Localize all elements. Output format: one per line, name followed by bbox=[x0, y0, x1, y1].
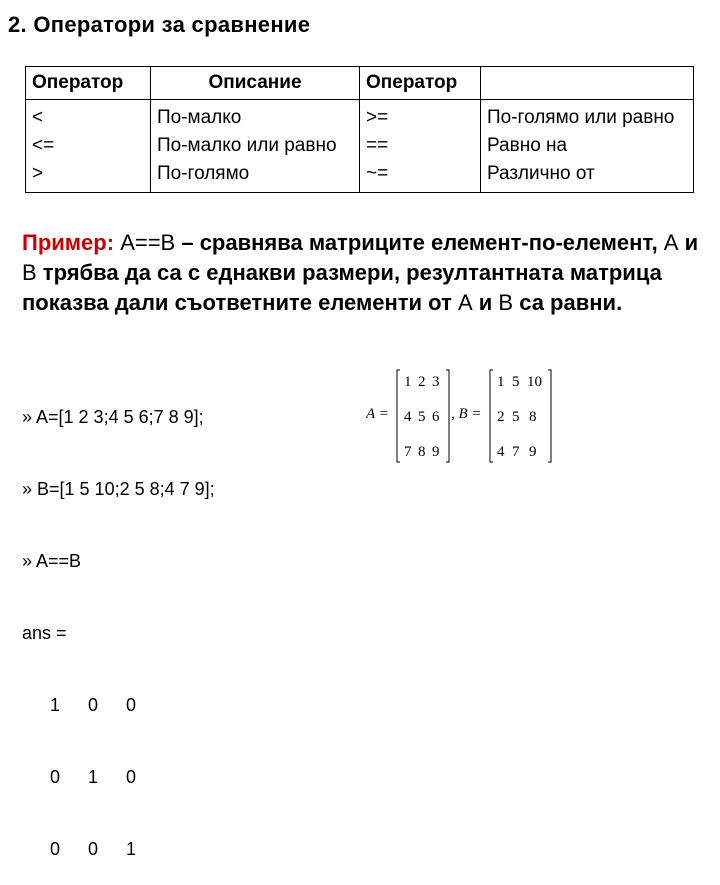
right-operators-cell bbox=[360, 100, 481, 193]
result-row-2 bbox=[22, 765, 215, 789]
result-cell: 1 bbox=[49, 695, 60, 715]
matrix-a-cell: 1 bbox=[404, 374, 412, 390]
matrix-a-cell: 4 bbox=[404, 409, 412, 425]
left-operators-cell bbox=[26, 100, 151, 193]
matrix-b-cell: 9 bbox=[529, 444, 537, 460]
matrix-a-cell: 6 bbox=[432, 409, 440, 425]
matrix-b-cell: 8 bbox=[529, 409, 537, 425]
desc-eq: Равно на bbox=[487, 135, 568, 156]
right-descriptions-cell bbox=[481, 100, 694, 193]
matrix-b-cell: 5 bbox=[512, 409, 520, 425]
example-paragraph bbox=[22, 228, 712, 318]
result-cell: 0 bbox=[87, 839, 98, 859]
result-cell: 0 bbox=[125, 767, 136, 787]
header-description: Описание bbox=[151, 67, 360, 100]
matrix-b-cell: 5 bbox=[512, 374, 520, 390]
example-text-1: – сравнява матриците елемент-по-елемент, bbox=[175, 230, 664, 255]
desc-gt: По-голямо bbox=[157, 163, 250, 184]
code-line-ans: ans = bbox=[22, 623, 67, 643]
operator-ge: >= bbox=[366, 107, 389, 128]
header-operator-2: Оператор bbox=[360, 67, 481, 100]
matrix-formula-svg bbox=[366, 366, 566, 466]
result-cell: 0 bbox=[49, 767, 60, 787]
result-row-1 bbox=[22, 693, 215, 717]
code-line-define-a: » A=[1 2 3;4 5 6;7 8 9]; bbox=[22, 407, 204, 427]
header-empty bbox=[481, 67, 694, 100]
matrix-a-left-bracket bbox=[397, 370, 400, 462]
matrix-a-cell: 3 bbox=[432, 374, 440, 390]
desc-ge: По-голямо или равно bbox=[487, 107, 675, 128]
result-row-3 bbox=[22, 837, 215, 861]
matrix-b-left-bracket bbox=[490, 370, 493, 462]
matrix-a-cell: 2 bbox=[418, 374, 426, 390]
matrix-formula bbox=[366, 366, 566, 466]
matrix-b-cell: 2 bbox=[497, 409, 505, 425]
matrix-a-right-bracket bbox=[446, 370, 449, 462]
slide-title: 2. Оператори за сравнение bbox=[8, 12, 311, 37]
header-operator-1: Оператор bbox=[26, 67, 151, 100]
matrix-a-cell: 9 bbox=[432, 444, 440, 460]
operators-table bbox=[25, 66, 694, 193]
result-cell: 1 bbox=[87, 767, 98, 787]
matrix-b-cell: 1 bbox=[497, 374, 505, 390]
desc-ne: Различно от bbox=[487, 163, 595, 184]
example-text-2: трябва да са с еднакви размери, резултантната матрица показва дали съответните елементи от bbox=[22, 260, 662, 315]
code-block bbox=[22, 357, 215, 885]
example-b-2: B bbox=[498, 290, 514, 315]
result-cell: 0 bbox=[87, 695, 98, 715]
example-b-1: B bbox=[22, 260, 37, 285]
matrix-b-label: , B = bbox=[451, 406, 482, 422]
example-a-2: A bbox=[457, 290, 473, 315]
result-cell: 1 bbox=[125, 839, 136, 859]
matrix-a-cell: 7 bbox=[404, 444, 412, 460]
matrix-a-label: A = bbox=[366, 406, 389, 422]
result-cell: 0 bbox=[125, 695, 136, 715]
operator-ne: ~= bbox=[366, 163, 389, 184]
desc-le: По-малко или равно bbox=[157, 135, 337, 156]
matrix-a-cell: 8 bbox=[418, 444, 426, 460]
code-line-define-b: » B=[1 5 10;2 5 8;4 7 9]; bbox=[22, 479, 215, 499]
operator-gt: > bbox=[32, 163, 44, 184]
example-text-3: са равни. bbox=[513, 290, 623, 315]
code-line-compare: » A==B bbox=[22, 551, 82, 571]
table-header-row bbox=[26, 67, 694, 100]
operator-le: <= bbox=[32, 135, 55, 156]
example-label: Пример: bbox=[22, 230, 115, 255]
operator-eq: == bbox=[366, 135, 389, 156]
example-and-2: и bbox=[472, 290, 499, 315]
example-a-1: A bbox=[663, 230, 679, 255]
matrix-b-cell: 7 bbox=[512, 444, 520, 460]
matrix-b-cell: 4 bbox=[497, 444, 505, 460]
left-descriptions-cell bbox=[151, 100, 360, 193]
example-expression: A==B bbox=[120, 230, 176, 255]
example-and-1: и bbox=[678, 230, 699, 255]
desc-lt: По-малко bbox=[157, 107, 242, 128]
matrix-b-right-bracket bbox=[548, 370, 551, 462]
operator-lt: < bbox=[32, 107, 44, 128]
matrix-b-cell: 10 bbox=[527, 374, 542, 390]
result-cell: 0 bbox=[49, 839, 60, 859]
table-row bbox=[26, 100, 694, 193]
matrix-a-cell: 5 bbox=[418, 409, 426, 425]
